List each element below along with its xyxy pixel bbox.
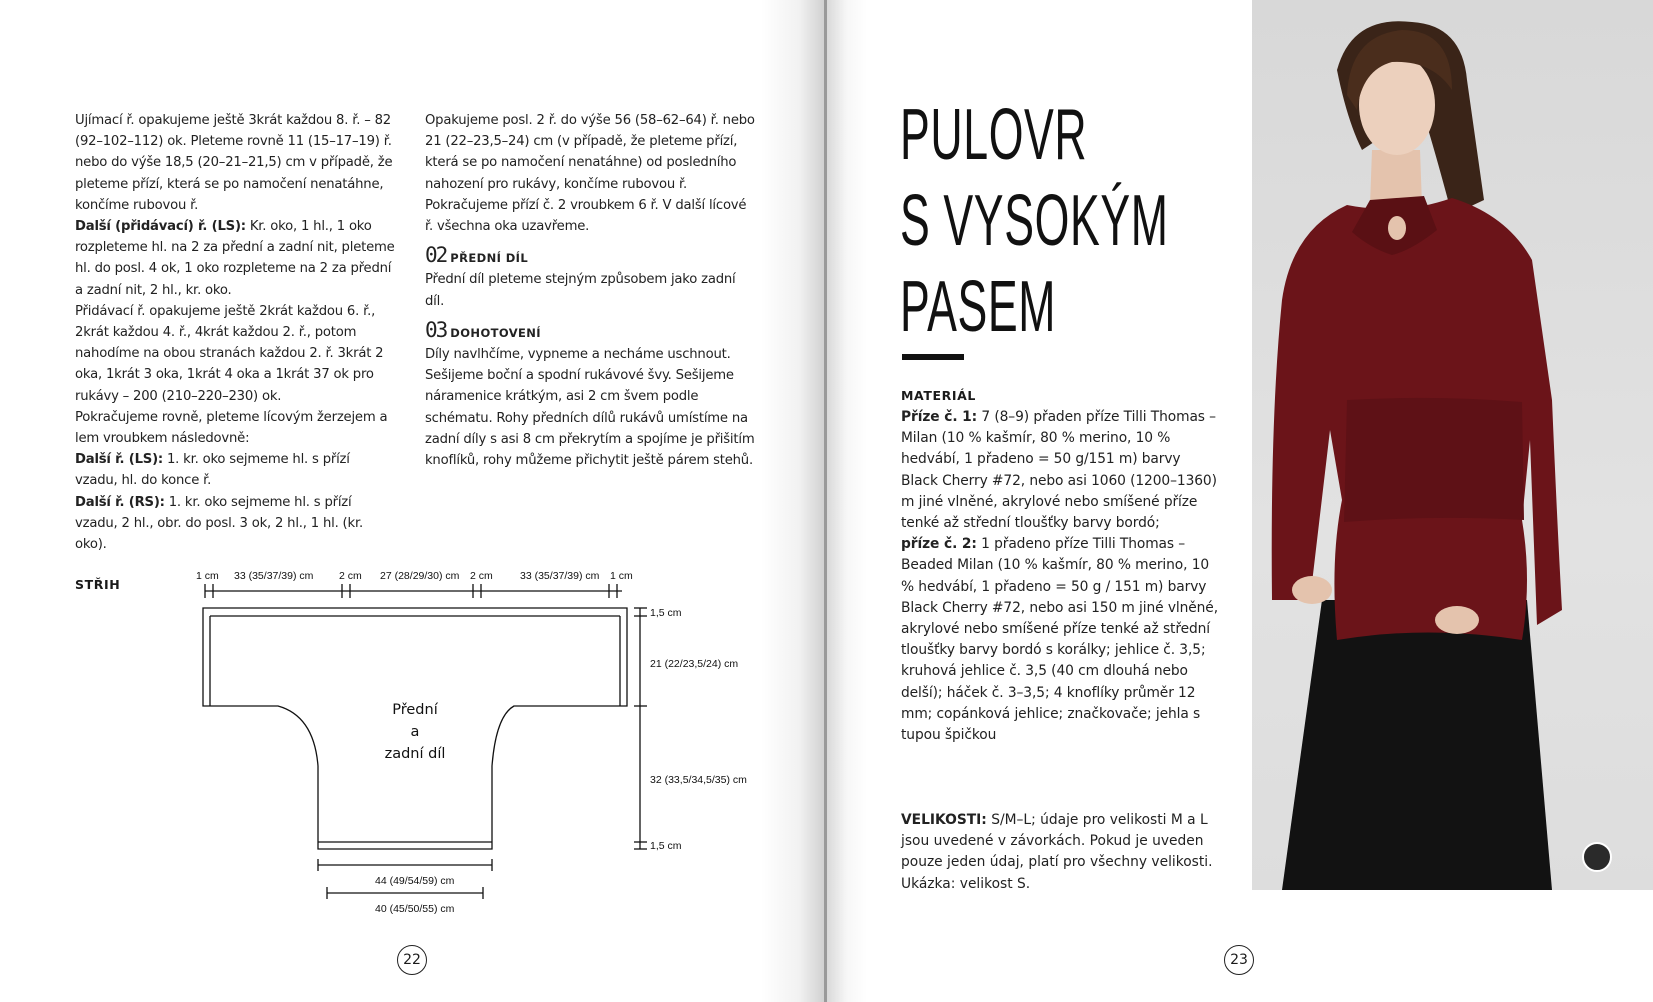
schematic-diagram	[190, 566, 760, 926]
dim-label: 32 (33,5/34,5/35) cm	[650, 774, 747, 786]
section-title: PŘEDNÍ DÍL	[450, 251, 529, 266]
bold-run: příze č. 2:	[901, 536, 977, 553]
text-column-2	[425, 110, 755, 471]
section-number: 02	[425, 243, 447, 268]
paragraph	[901, 407, 1221, 534]
paragraph: Ujímací ř. opakujeme ještě 3krát každou 8. ř. – 82 (92–102–112) ok. Pleteme rovně 11 (15–17–19) ř. nebo do výše 18,5 (20–21–21,5) cm v případě, že pleteme přízí, která se po namočení nenatáhne, končíme rubovou ř.	[75, 113, 393, 213]
model-illustration	[1252, 0, 1653, 890]
schematic-label: STŘIH	[75, 577, 121, 592]
paragraph: Přední díl pleteme stejným způsobem jako zadní díl.	[425, 272, 736, 309]
gutter-shadow	[760, 0, 824, 1002]
text-run: 7 (8–9) přaden příze Tilli Thomas – Milan (10 % kašmír, 80 % merino, 10 % hedvábí, 1 přadeno = 50 g/151 m) barvy Black Cherry #72, nebo asi 1060 (1200–1360) m jiné vlněné, akrylové nebo smíšené příze tenké až střední tloušťky barvy bordó;	[901, 409, 1217, 532]
left-page	[0, 0, 824, 1002]
text-column-1	[75, 110, 395, 555]
text-run: Kr. oko, 1 hl., 1 oko rozpleteme hl. na 2 za přední a zadní nit, pleteme hl. do posl. 4 ok, 1 oko rozpleteme na 2 za přední a zadní nit, 2 hl., kr. oko.	[75, 219, 395, 298]
paragraph	[75, 216, 395, 301]
piece-label: zadní díl	[384, 746, 446, 762]
dim-label: 33 (35/37/39) cm	[234, 570, 314, 582]
paragraph	[901, 810, 1231, 895]
text-run: 1 přadeno příze Tilli Thomas – Beaded Milan (10 % kašmír, 80 % merino, 10 % hedvábí, 1 přadeno = 50 g / 151 m) barvy Black Cherry #72, nebo asi 150 m jiné vlněné, akrylové nebo smíšené příze tenké až střední tloušťky barvy bordó s korálky; jehlice č. 3,5; kruhová jehlice č. 3,5 (40 cm dlouhá nebo delší); háček č. 3–3,5; 4 knoflíky průměr 12 mm; copánková jehlice; značkovače; jehla s tupou špičkou	[901, 536, 1218, 744]
dim-label: 27 (28/29/30) cm	[380, 570, 460, 582]
section-heading-front	[425, 245, 755, 269]
bold-run: Příze č. 1:	[901, 409, 978, 425]
gutter-shadow	[827, 0, 867, 1002]
paragraph: Přidávací ř. opakujeme ještě 2krát každou 6. ř., 2krát každou 4. ř., 4krát každou 2. ř., potom nahodíme na obou stranách každou 2. ř. 3krát 2 oka, 1krát 3 oka, 1krát 4 oka a 1krát 37 ok pro rukávy – 200 (210–220–230) ok.	[75, 303, 384, 404]
page-number: 23	[1224, 945, 1254, 975]
piece-label: a	[410, 724, 420, 740]
dim-label: 1,5 cm	[650, 840, 682, 852]
bold-run: Další ř. (LS):	[75, 452, 163, 468]
sizes-text	[901, 810, 1231, 895]
piece-label: Přední	[392, 702, 438, 718]
paragraph	[901, 534, 1221, 746]
text-run: S/M–L; údaje pro velikosti M a L jsou uvedené v závorkách. Pokud je uveden pouze jeden údaj, platí pro všechny velikosti. Ukázka: velikost S.	[901, 812, 1213, 892]
bold-run: Další ř. (RS):	[75, 494, 165, 510]
dim-label: 33 (35/37/39) cm	[520, 570, 600, 582]
material-text	[901, 407, 1221, 746]
title-line: PASEM	[900, 267, 1057, 347]
watermark-icon	[1582, 842, 1612, 872]
title-line: PULOVR	[900, 95, 1088, 175]
material-heading: MATERIÁL	[901, 388, 976, 403]
bold-run: Další (přidávací) ř. (LS):	[75, 219, 246, 235]
dim-label: 2 cm	[470, 570, 493, 582]
pattern-title	[900, 92, 1169, 350]
dim-label: 44 (49/54/59) cm	[375, 875, 455, 887]
dim-label: 1,5 cm	[650, 607, 682, 619]
page-number: 22	[397, 945, 427, 975]
paragraph	[75, 449, 395, 491]
paragraph: Pokračujeme přízí č. 2 vroubkem 6 ř. V další lícové ř. všechna oka uzavřeme.	[425, 197, 747, 235]
bold-run: VELIKOSTI:	[901, 812, 987, 828]
dim-label: 2 cm	[339, 570, 362, 582]
title-line: S VYSOKÝM	[900, 181, 1169, 261]
paragraph: Díly navlhčíme, vypneme a necháme uschnout. Sešijeme boční a spodní rukávové švy. Sešijeme náramenice krátkým, asi 2 cm švem podle schématu. Rohy předních dílů rukávů umístíme na zadní díly s asi 8 cm překrytím a spojíme je přišitím knoflíků, rohy můžeme přichytit ještě párem stehů.	[425, 347, 755, 469]
dim-label: 21 (22/23,5/24) cm	[650, 658, 739, 670]
section-heading-finishing	[425, 317, 755, 344]
section-title: DOHOTOVENÍ	[450, 325, 541, 340]
dim-label: 1 cm	[610, 570, 633, 582]
paragraph: Opakujeme posl. 2 ř. do výše 56 (58–62–64) ř. nebo 21 (22–23,5–24) cm (v případě, že pleteme přízí, která se po namočení nenatáhne) od posledního nahození pro rukávy, končíme rubovou ř.	[425, 113, 755, 192]
model-photo	[1252, 0, 1653, 890]
dim-label: 1 cm	[196, 570, 219, 582]
text-run: 1. kr. oko sejmeme hl. s přízí vzadu, 2 hl., obr. do posl. 3 ok, 2 hl., 1 hl. (kr. oko).	[75, 494, 363, 553]
text-run: 1. kr. oko sejmeme hl. s přízí vzadu, hl. do konce ř.	[75, 452, 350, 489]
section-number: 03	[425, 317, 447, 342]
title-rule	[902, 354, 964, 360]
paragraph: Pokračujeme rovně, pleteme lícovým žerzejem a lem vroubkem následovně:	[75, 409, 388, 447]
dim-label: 40 (45/50/55) cm	[375, 903, 455, 915]
paragraph	[75, 492, 395, 556]
